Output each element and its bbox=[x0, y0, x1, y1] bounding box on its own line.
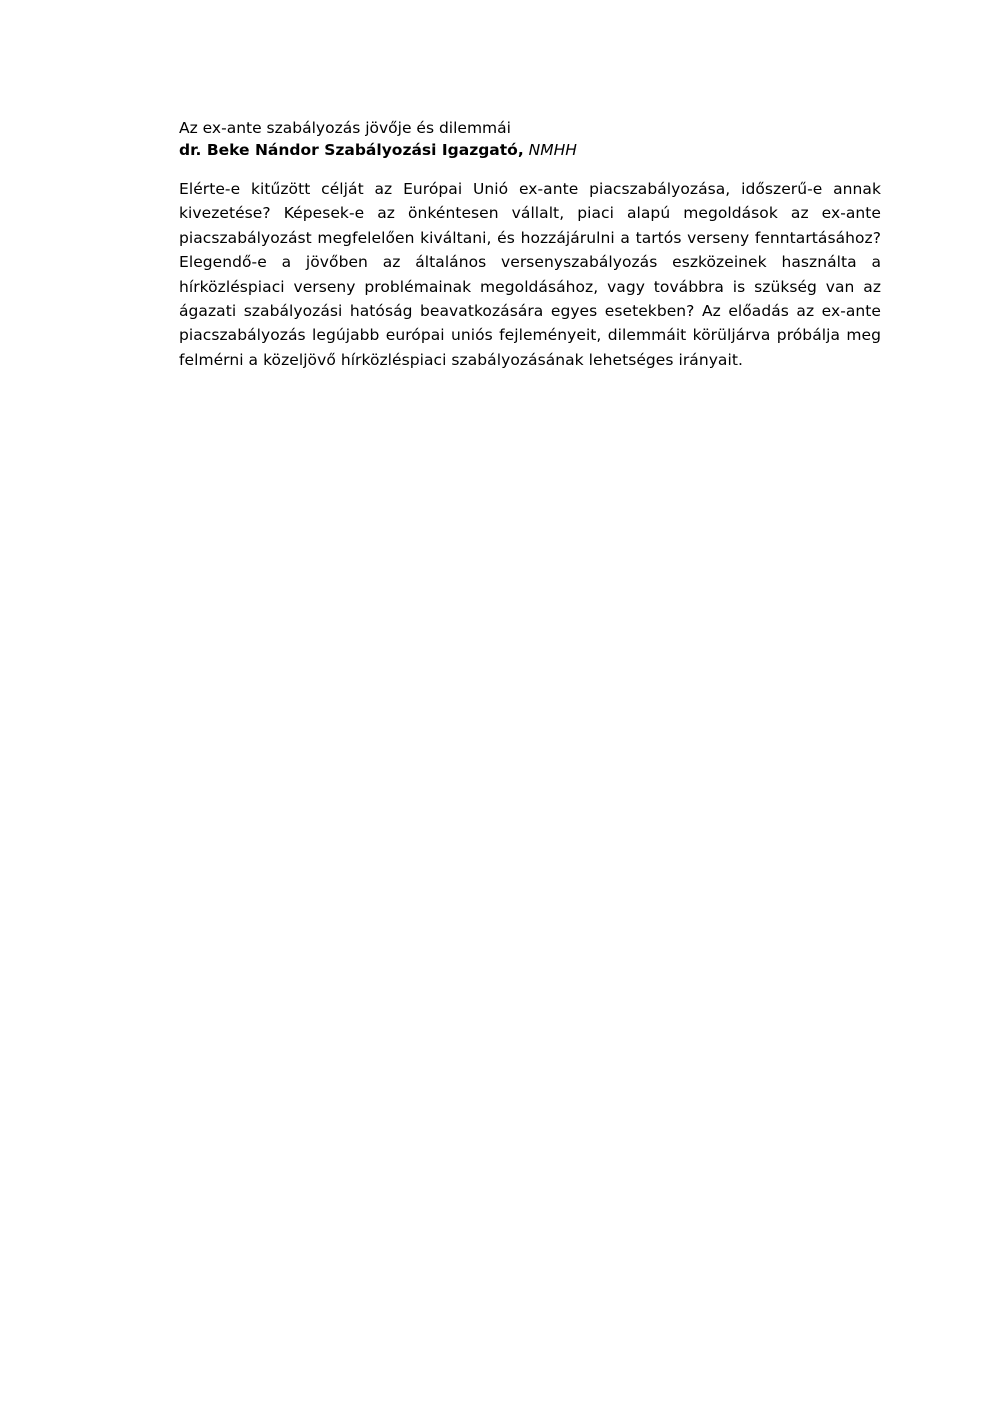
author-organization: NMHH bbox=[528, 141, 577, 159]
document-title: Az ex-ante szabályozás jövője és dilemmái bbox=[179, 119, 511, 137]
author-name: dr. Beke Nándor Szabályozási Igazgató, bbox=[179, 141, 524, 159]
author-line bbox=[179, 139, 881, 161]
document-content bbox=[179, 117, 881, 372]
abstract-paragraph: Elérte-e kitűzött célját az Európai Unió ex-ante piacszabályozása, időszerű-e annak kivezetése? Képesek-e az önkéntesen vállalt, piaci alapú megoldások az ex-ante piacszabályozást megfelelően kiváltani, és hozzájárulni a tartós verseny fenntartásához? Elegendő-e a jövőben az általános versenyszabályozás eszközeinek használta a hírközléspiaci verseny problémainak megoldásához, vagy továbbra is szükség van az ágazati szabályozási hatóság beavatkozására egyes esetekben? Az előadás az ex-ante piacszabályozás legújabb európai uniós fejleményeit, dilemmáit körüljárva próbálja meg felmérni a közeljövő hírközléspiaci szabályozásának lehetséges irányait. bbox=[179, 180, 881, 369]
